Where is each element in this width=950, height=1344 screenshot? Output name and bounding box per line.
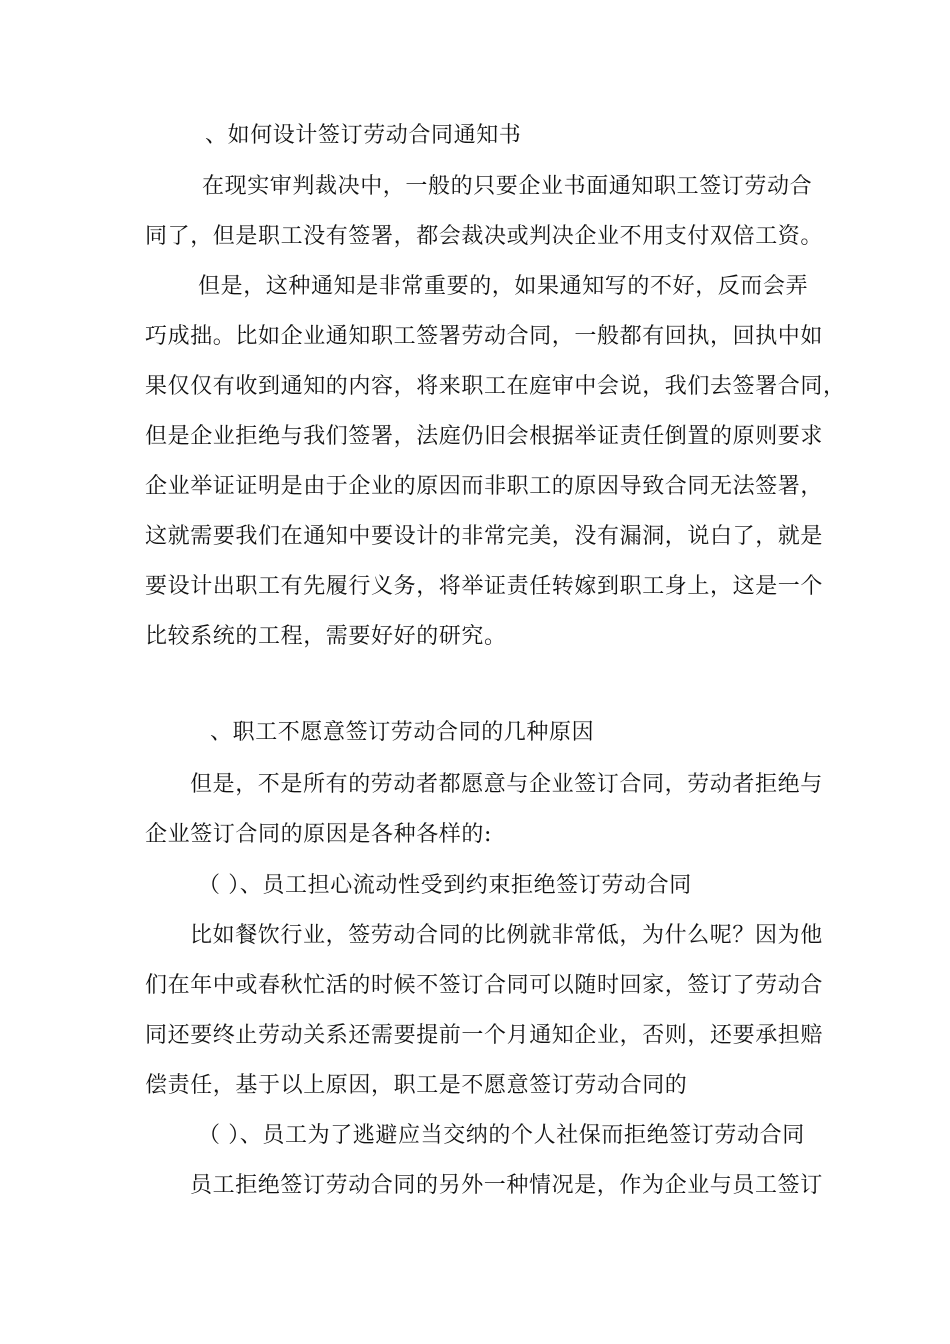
paragraph-line: 但是，这种通知是非常重要的，如果通知写的不好，反而会弄 [198, 274, 809, 299]
paragraph-line: 员工拒绝签订劳动合同的另外一种情况是，作为企业与员工签订 [190, 1173, 823, 1198]
paragraph-line: 同还要终止劳动关系还需要提前一个月通知企业，否则，还要承担赔 [145, 1023, 824, 1048]
paragraph-line: 要设计出职工有先履行义务，将举证责任转嫁到职工身上，这是一个 [145, 574, 824, 599]
paragraph-line: 企业签订合同的原因是各种各样的: [145, 822, 493, 847]
paragraph-line: 们在年中或春秋忙活的时候不签订合同可以随时回家，签订了劳动合 [145, 973, 824, 998]
paragraph-line: 果仅仅有收到通知的内容，将来职工在庭审中会说，我们去签署合同， [145, 374, 846, 399]
paragraph-line: 但是，不是所有的劳动者都愿意与企业签订合同，劳动者拒绝与 [190, 772, 823, 797]
paragraph-line: 偿责任，基于以上原因，职工是不愿意签订劳动合同的 [145, 1073, 688, 1098]
section-heading: 、职工不愿意签订劳动合同的几种原因 [210, 720, 595, 745]
paragraph-line: 在现实审判裁决中，一般的只要企业书面通知职工签订劳动合 [202, 174, 813, 199]
section-heading: 、如何设计签订劳动合同通知书 [205, 123, 522, 148]
paragraph-line: 同了，但是职工没有签署，都会裁决或判决企业不用支付双倍工资。 [145, 224, 824, 249]
subsection-heading: （ ）、员工为了逃避应当交纳的个人社保而拒绝签订劳动合同 [198, 1123, 805, 1148]
paragraph-line: 巧成拙。比如企业通知职工签署劳动合同，一般都有回执，回执中如 [145, 324, 824, 349]
paragraph-line: 但是企业拒绝与我们签署，法庭仍旧会根据举证责任倒置的原则要求 [145, 424, 824, 449]
paragraph-line: 企业举证证明是由于企业的原因而非职工的原因导致合同无法签署， [145, 474, 824, 499]
subsection-heading: （ ）、员工担心流动性受到约束拒绝签订劳动合同 [198, 873, 692, 898]
paragraph-line: 这就需要我们在通知中要设计的非常完美，没有漏洞，说白了，就是 [145, 524, 824, 549]
paragraph-line: 比如餐饮行业，签劳动合同的比例就非常低，为什么呢？因为他 [190, 923, 823, 948]
paragraph-line: 比较系统的工程，需要好好的研究。 [145, 624, 507, 649]
